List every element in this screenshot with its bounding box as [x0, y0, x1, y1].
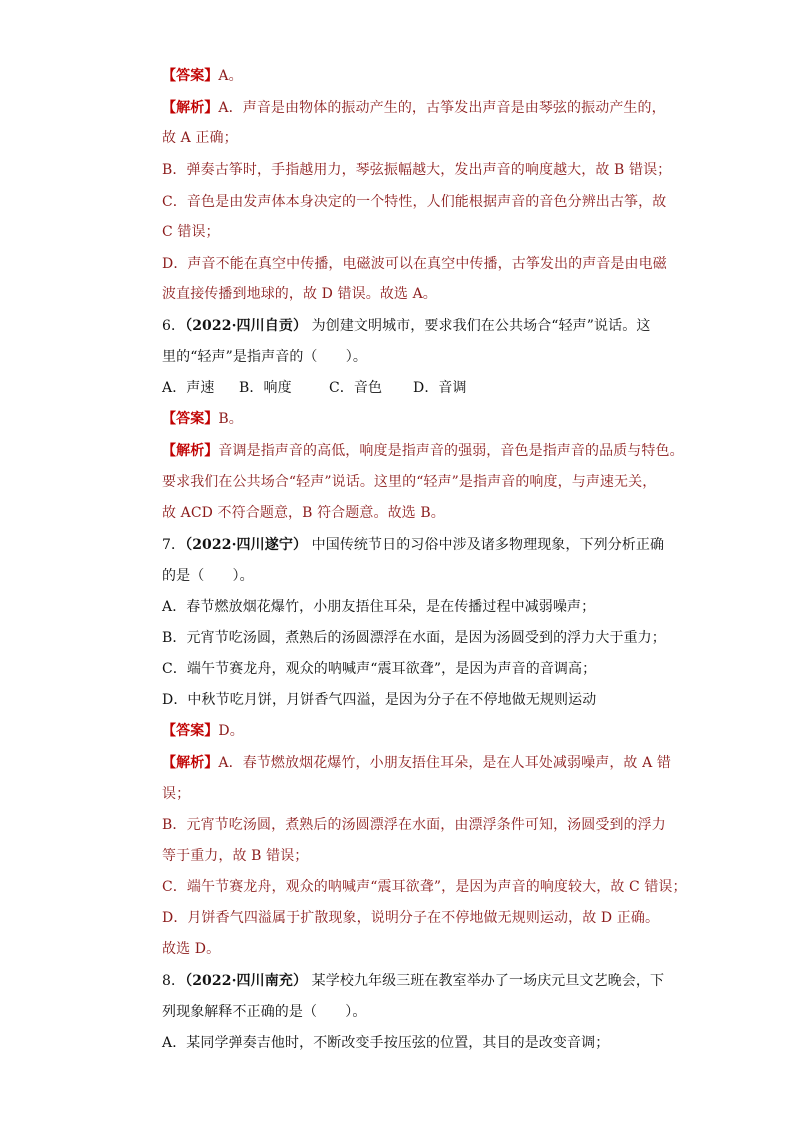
answer-line	[162, 66, 243, 86]
option-a: A．某同学弹奏吉他时，不断改变手按压弦的位置，其目的是改变音调；	[162, 1035, 610, 1051]
analysis-text: C．音色是由发声体本身决定的一个特性，人们能根据声音的音色分辨出古筝，故	[162, 194, 667, 210]
question-source: （2022·四川南充）	[185, 973, 308, 989]
option-a: A．春节燃放烟花爆竹，小朋友捂住耳朵，是在传播过程中减弱噪声；	[162, 599, 596, 615]
analysis-text: C．端午节赛龙舟，观众的呐喊声“震耳欲聋”，是因为声音的响度较大，故 C 错误；	[162, 879, 687, 895]
question-8-stem	[162, 971, 664, 991]
option-c: C．音色	[329, 380, 383, 396]
analysis-tag: 【解析】	[162, 100, 219, 116]
analysis-text: C 错误；	[162, 224, 220, 240]
question-text: 列现象解释不正确的是（ ）。	[162, 1004, 367, 1020]
analysis-text: A．声音是由物体的振动产生的，古筝发出声音是由琴弦的振动产生的，	[218, 100, 666, 116]
answer-line	[162, 721, 244, 741]
question-text: 为创建文明城市，要求我们在公共场合“轻声”说话。这	[307, 318, 651, 334]
question-text: 某学校九年级三班在教室举办了一场庆元旦文艺晚会，下	[307, 973, 665, 989]
question-number: 6．	[162, 318, 186, 334]
question-number: 8．	[162, 973, 186, 989]
analysis-tag: 【解析】	[162, 755, 219, 771]
option-c: C．端午节赛龙舟，观众的呐喊声“震耳欲聋”，是因为声音的音调高；	[162, 661, 597, 677]
analysis-text: A．春节燃放烟花爆竹，小朋友捂住耳朵，是在人耳处减弱噪声，故 A 错	[218, 755, 671, 771]
question-source: （2022·四川自贡）	[185, 318, 308, 334]
question-text: 里的“轻声”是指声音的（ ）。	[162, 349, 367, 365]
question-source: （2022·四川遂宁）	[185, 537, 308, 553]
analysis-text: 故 A 正确；	[162, 130, 238, 146]
option-b: B．响度	[239, 380, 292, 396]
answer-tag: 【答案】	[162, 411, 219, 427]
answer-tag: 【答案】	[162, 723, 219, 739]
analysis-text: B．弹奏古筝时，手指越用力，琴弦振幅越大，发出声音的响度越大，故 B 错误；	[162, 162, 672, 178]
option-a: A．声速	[162, 380, 215, 396]
analysis-text: 要求我们在公共场合“轻声”说话。这里的“轻声”是指声音的响度，与声速无关，	[162, 474, 657, 490]
analysis-text: 误；	[162, 786, 191, 802]
answer-value: B。	[218, 411, 243, 427]
analysis-text: 等于重力，故 B 错误；	[162, 848, 309, 864]
analysis-text: 故选 D。	[162, 941, 221, 957]
analysis-line	[162, 98, 666, 118]
answer-tag: 【答案】	[162, 68, 219, 84]
analysis-line	[162, 441, 684, 461]
question-7-stem	[162, 535, 664, 555]
question-number: 7．	[162, 537, 186, 553]
analysis-line	[162, 753, 671, 773]
question-text: 的是（ ）。	[162, 568, 254, 584]
analysis-text: D．声音不能在真空中传播，电磁波可以在真空中传播，古筝发出的声音是由电磁	[162, 256, 667, 272]
analysis-text: D．月饼香气四溢属于扩散现象，说明分子在不停地做无规则运动，故 D 正确。	[162, 910, 660, 926]
answer-value: D。	[218, 723, 244, 739]
analysis-text: 故 ACD 不符合题意，B 符合题意。故选 B。	[162, 505, 445, 521]
option-d: D．中秋节吃月饼，月饼香气四溢，是因为分子在不停地做无规则运动	[162, 692, 597, 708]
question-text: 中国传统节日的习俗中涉及诸多物理现象，下列分析正确	[307, 537, 665, 553]
answer-line	[162, 409, 243, 429]
analysis-tag: 【解析】	[162, 443, 219, 459]
question-6-stem	[162, 316, 650, 336]
question-6-options	[162, 378, 467, 398]
analysis-text: 音调是指声音的高低，响度是指声音的强弱，音色是指声音的品质与特色。	[218, 443, 684, 459]
option-b: B．元宵节吃汤圆，煮熟后的汤圆漂浮在水面，是因为汤圆受到的浮力大于重力；	[162, 630, 666, 646]
analysis-text: 波直接传播到地球的，故 D 错误。故选 A。	[162, 286, 437, 302]
option-d: D．音调	[413, 380, 467, 396]
answer-value: A。	[218, 68, 243, 84]
analysis-text: B．元宵节吃汤圆，煮熟后的汤圆漂浮在水面，由漂浮条件可知，汤圆受到的浮力	[162, 817, 666, 833]
